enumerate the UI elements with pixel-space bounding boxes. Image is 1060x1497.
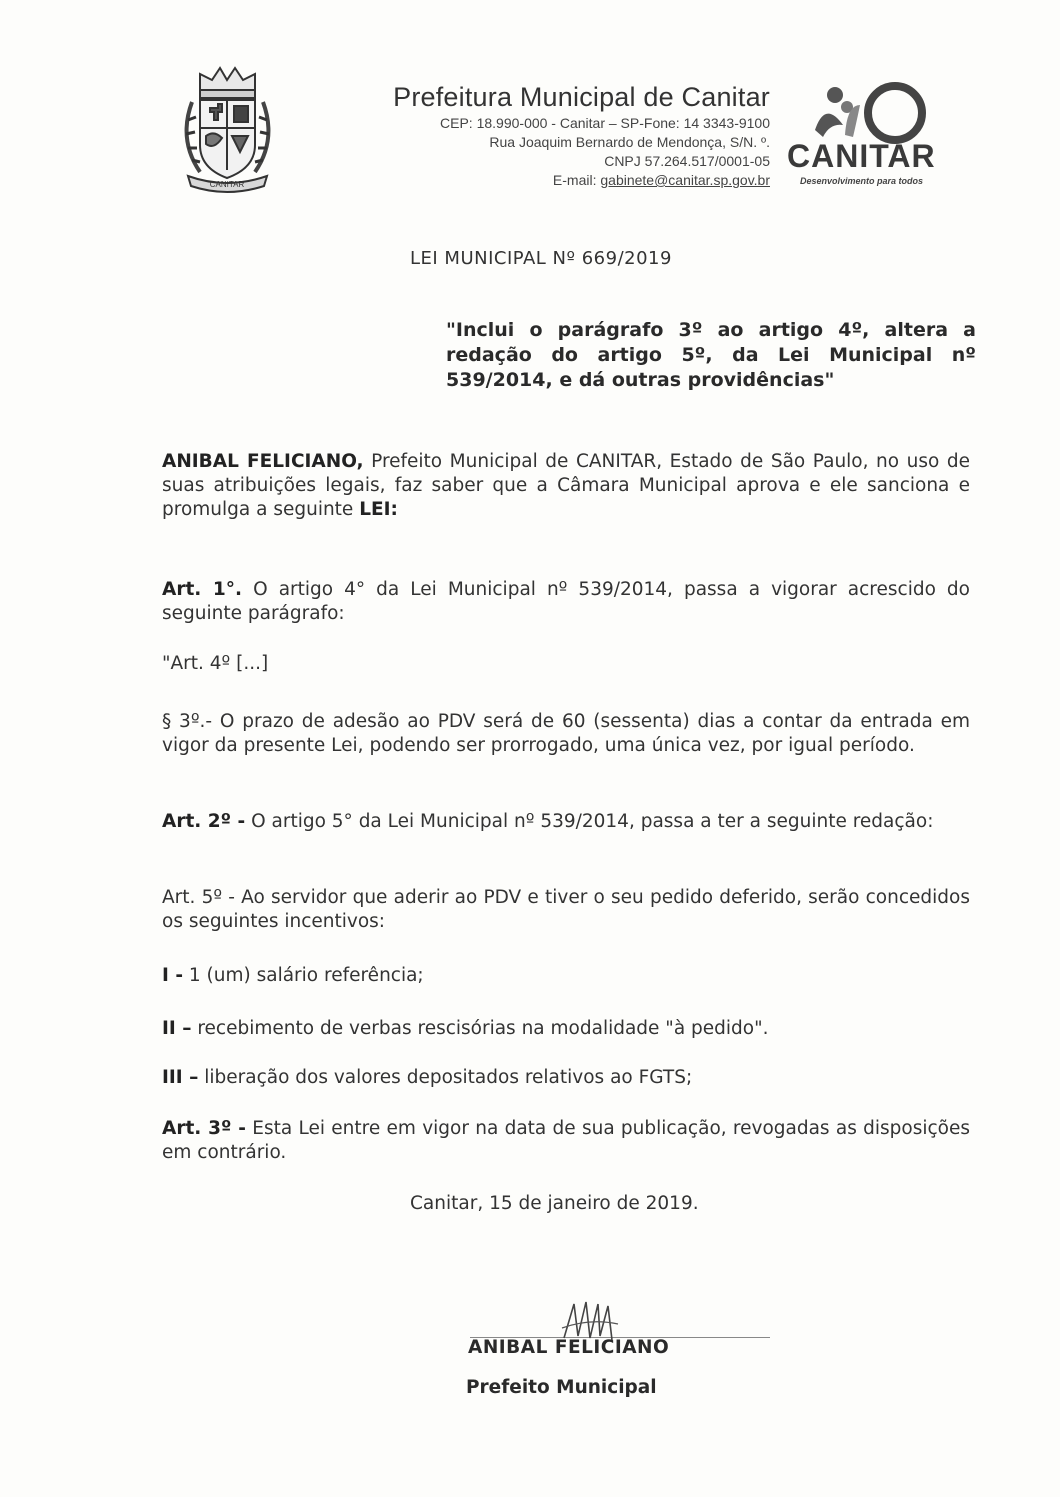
letterhead — [320, 80, 770, 190]
inciso-3-label: III – — [162, 1067, 199, 1088]
preamble-lei: LEI: — [359, 499, 398, 520]
header-contact-line: CEP: 18.990-000 - Canitar – SP-Fone: 14 3343-9100 — [440, 115, 770, 131]
logo-tagline: Desenvolvimento para todos — [800, 176, 924, 186]
article-2-label: Art. 2º - — [162, 811, 246, 832]
organization-name: Prefeitura Municipal de Canitar — [393, 82, 770, 112]
article-5 — [162, 886, 970, 934]
article-1-label: Art. 1°. — [162, 579, 243, 600]
header-email-line — [320, 171, 770, 190]
logo-wordmark: CANITAR — [787, 138, 936, 174]
inciso-1-label: I - — [162, 965, 184, 986]
header-address-line: Rua Joaquim Bernardo de Mendonça, S/N. º. — [489, 134, 770, 150]
preamble-text: Prefeito Municipal de CANITAR, Estado de São Paulo, no uso de suas atribuições legais, faz saber que a Câmara Municipal aprova e ele sanciona e promulga a seguinte — [162, 451, 970, 520]
article-4-quote: "Art. 4º [...] — [162, 653, 269, 674]
inciso-2 — [162, 1017, 970, 1041]
article-2-text: O artigo 5° da Lei Municipal nº 539/2014, passa a ter a seguinte redação: — [245, 811, 934, 832]
law-title: LEI MUNICIPAL Nº 669/2019 — [410, 248, 672, 269]
inciso-3 — [162, 1066, 970, 1090]
article-3 — [162, 1117, 970, 1165]
article-3-label: Art. 3º - — [162, 1118, 246, 1139]
article-1-text: O artigo 4° da Lei Municipal nº 539/2014, passa a vigorar acrescido do seguinte parágrafo: — [162, 579, 970, 624]
article-2 — [162, 810, 970, 834]
inciso-2-text: recebimento de verbas rescisórias na modalidade "à pedido". — [191, 1018, 769, 1039]
paragraph-3: § 3º.- O prazo de adesão ao PDV será de 60 (sessenta) dias a contar da entrada em vigor da presente Lei, podendo ser prorrogado, uma única vez, por igual período. — [162, 711, 970, 756]
municipal-crest-icon — [170, 60, 285, 195]
email-label: E-mail: — [552, 172, 601, 188]
inciso-1 — [162, 964, 970, 988]
preamble-name: ANIBAL FELICIANO, — [162, 451, 364, 472]
article-5-text: Ao servidor que aderir ao PDV e tiver o seu pedido deferido, serão concedidos os seguintes incentivos: — [162, 887, 970, 932]
law-summary: "Inclui o parágrafo 3º ao artigo 4º, altera a redação do artigo 5º, da Lei Municipal nº 539/2014, e dá outras providências" — [446, 319, 976, 391]
article-5-label: Art. 5º - — [162, 887, 235, 908]
inciso-2-label: II – — [162, 1018, 192, 1039]
document-date: Canitar, 15 de janeiro de 2019. — [410, 1193, 699, 1214]
article-3-text: Esta Lei entre em vigor na data de sua publicação, revogadas as disposições em contrário. — [162, 1118, 970, 1163]
email-link[interactable]: gabinete@canitar.sp.gov.br — [600, 172, 770, 188]
preamble-paragraph — [162, 450, 970, 522]
inciso-3-text: liberação dos valores depositados relativos ao FGTS; — [198, 1067, 693, 1088]
signer-role: Prefeito Municipal — [466, 1377, 657, 1398]
article-1 — [162, 578, 970, 626]
signer-name: ANIBAL FELICIANO — [468, 1337, 670, 1358]
inciso-1-text: 1 (um) salário referência; — [183, 965, 424, 986]
crest-ribbon-label: CANITAR — [209, 180, 245, 189]
header-cnpj-line: CNPJ 57.264.517/0001-05 — [604, 153, 770, 169]
